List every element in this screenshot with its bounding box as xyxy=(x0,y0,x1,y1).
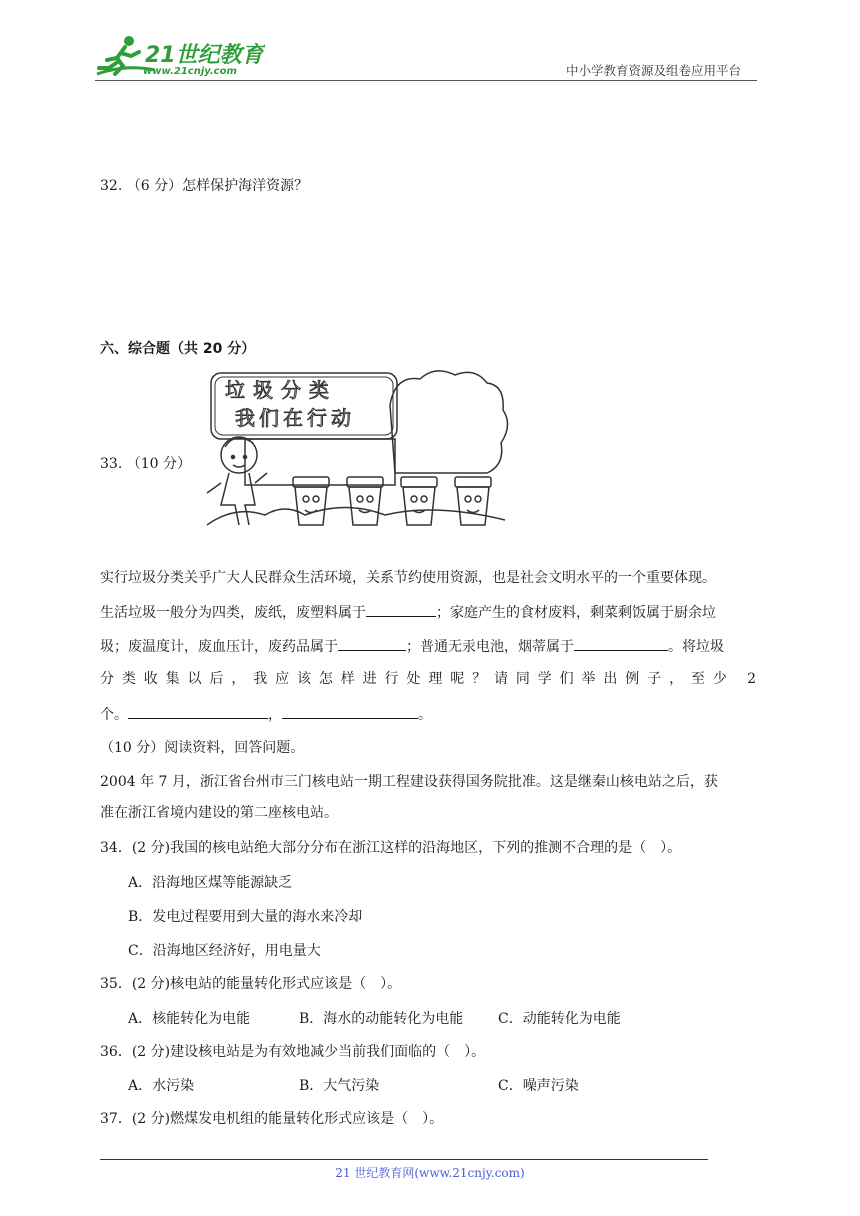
site-name: 中小学教育资源及组卷应用平台 xyxy=(566,63,742,78)
footer-text[interactable]: 21 世纪教育网(www.21cnjy.com) xyxy=(335,1166,525,1180)
header-divider xyxy=(95,80,757,81)
reading-paragraph-1: 2004 年 7 月，浙江省台州市三门核电站一期工程建设获得国务院批准。这是继秦山核电站之后，获 xyxy=(100,774,718,790)
question-33-label: 33. （10 分） xyxy=(100,456,191,472)
question-35: 35．(2 分)核电站的能量转化形式应该是（ ）。 xyxy=(100,976,402,992)
q34-option-a[interactable]: A．沿海地区煤等能源缺乏 xyxy=(128,875,293,891)
question-32: 32. （6 分）怎样保护海洋资源？ xyxy=(100,178,309,194)
q36-option-b[interactable]: B．大气污染 xyxy=(299,1078,380,1094)
illustration-caption-1: 垃圾分类 xyxy=(225,378,337,402)
garbage-sorting-illustration xyxy=(205,365,515,535)
q33-line-5-c: 。 xyxy=(418,707,432,723)
answer-blank-hazardous[interactable] xyxy=(338,635,406,651)
q33-line-3 xyxy=(100,635,760,657)
q33-line-2-a: 生活垃圾一般分为四类，废纸，废塑料属于 xyxy=(100,605,366,621)
illustration-caption-2: 我们在行动 xyxy=(235,406,355,430)
q35-option-a[interactable]: A．核能转化为电能 xyxy=(128,1011,251,1027)
section-title: 六、综合题（共 20 分） xyxy=(100,341,256,357)
q33-line-2-b: ；家庭产生的食材废料，剩菜剩饭属于厨余垃 xyxy=(436,605,716,621)
q33-line-3-c: 。将垃圾 xyxy=(668,639,724,655)
q36-option-a[interactable]: A．水污染 xyxy=(128,1078,195,1094)
answer-blank-other[interactable] xyxy=(574,635,668,651)
q33-line-5-b: ， xyxy=(268,707,282,723)
q33-line-5-a: 个。 xyxy=(100,707,128,723)
footer-divider xyxy=(100,1159,708,1160)
answer-blank-example-1[interactable] xyxy=(128,703,268,719)
q34-option-b[interactable]: B．发电过程要用到大量的海水来冷却 xyxy=(128,909,363,925)
site-logo xyxy=(95,34,265,80)
logo-url: www.21cnjy.com xyxy=(143,66,237,77)
question-36: 36．(2 分)建设核电站是为有效地减少当前我们面临的（ ）。 xyxy=(100,1044,486,1060)
answer-blank-recyclable[interactable] xyxy=(366,601,436,617)
logo-text: 21世纪教育 xyxy=(145,43,264,68)
answer-blank-example-2[interactable] xyxy=(282,703,418,719)
q33-line-3-a: 圾；废温度计，废血压计，废药品属于 xyxy=(100,639,338,655)
q33-line-2 xyxy=(100,601,760,623)
q35-option-c[interactable]: C．动能转化为电能 xyxy=(498,1011,621,1027)
q36-option-c[interactable]: C．噪声污染 xyxy=(498,1078,579,1094)
q33-line-4: 分类收集以后，我应该怎样进行处理呢？请同学们举出例子，至少 2 xyxy=(100,671,760,687)
q34-option-c[interactable]: C．沿海地区经济好，用电量大 xyxy=(128,943,321,959)
reading-intro: （10 分）阅读资料，回答问题。 xyxy=(100,740,305,756)
q33-line-1: 实行垃圾分类关乎广大人民群众生活环境，关系节约使用资源，也是社会文明水平的一个重要体现。 xyxy=(100,570,716,586)
q35-option-b[interactable]: B．海水的动能转化为电能 xyxy=(299,1011,464,1027)
question-37: 37．(2 分)燃煤发电机组的能量转化形式应该是（ ）。 xyxy=(100,1111,444,1127)
reading-paragraph-2: 准在浙江省境内建设的第二座核电站。 xyxy=(100,805,338,821)
q33-line-3-b: ；普通无汞电池，烟蒂属于 xyxy=(406,639,574,655)
question-34: 34．(2 分)我国的核电站绝大部分分布在浙江这样的沿海地区，下列的推测不合理的是（ ）。 xyxy=(100,840,682,856)
q33-line-5 xyxy=(100,703,760,725)
